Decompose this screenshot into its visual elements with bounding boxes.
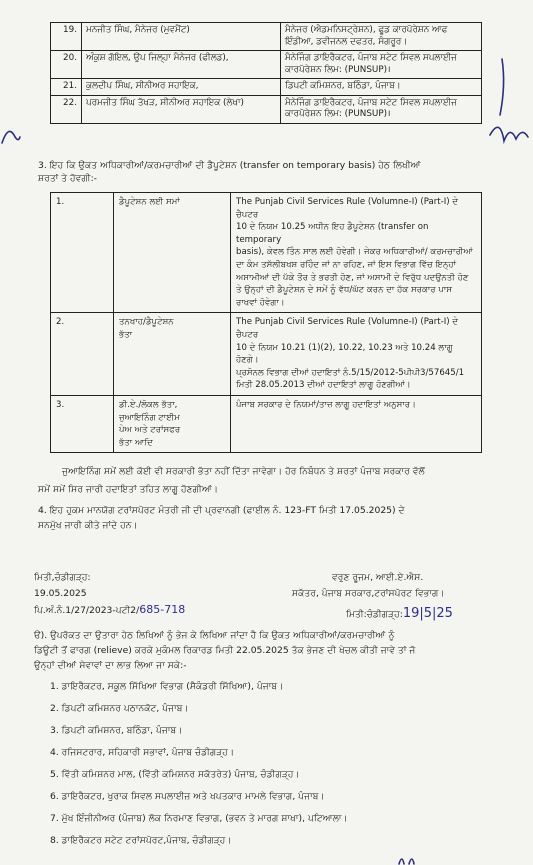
term-text: [231, 193, 482, 313]
para-3-line: 3. ਇਹ ਕਿ ਉਕਤ ਅਧਿਕਾਰੀਆਂ/ਕਰਮਚਾਰੀਆਂ ਦੀ ਡੈਪੂਟੇਸ਼ਨ (transfer on temporary basis) ਹੇਠ ਲਿਖੀਆਂ: [38, 160, 421, 171]
officer-name: ਪਰਮਜੀਤ ਸਿੰਘ ਤੱਖੜ, ਸੀਨੀਅਰ ਸਹਾਇਕ (ਲੇਖਾ): [82, 95, 281, 123]
handwritten-number: 685-718: [139, 603, 186, 616]
serial-number: 1.: [51, 193, 114, 313]
list-item: 2. ਡਿਪਟੀ ਕਮਿਸ਼ਨਰ ਪਠਾਨਕੋਟ, ਪੰਜਾਬ।: [50, 703, 189, 714]
right-margin-signature: [486, 55, 531, 155]
term-heading-line: ਡੀ.ਏ./ਲੋਕਲ ਭੱਤਾ,: [119, 399, 178, 410]
posting-cell: [281, 95, 482, 123]
term-text-line: ਮਿਤੀ 28.05.2013 ਦੀਆਂ ਹਦਾਇਤਾਂ ਲਾਗੂ ਹੋਣਗੀਆਂ।: [236, 380, 411, 391]
term-heading: [114, 313, 231, 396]
term-text-line: The Punjab Civil Services Rule (Volumne-I) (Part-I) ਦੇ ਚੈਪਟਰ: [236, 197, 459, 220]
serial-number: 20.: [51, 51, 82, 79]
list-item: 6. ਡਾਇਰੈਕਟਰ, ਖੁਰਾਕ ਸਿਵਲ ਸਪਲਾਈਜ਼ ਅਤੇ ਖਪਤਕਾਰ ਮਾਮਲੇ ਵਿਭਾਗ, ਪੰਜਾਬ।: [50, 791, 325, 802]
posting-line: ਕਾਰਪੋਰੇਸ਼ਨ ਲਿਮ: (PUNSUP)।: [285, 64, 391, 75]
posting-line: ਮੈਨੇਜਰ (ਐਡਮਨਿਸਟ੍ਰੇਸ਼ਨ), ਫੂਡ ਕਾਰਪੋਰੇਸ਼ਨ ਆਫ: [285, 25, 448, 35]
joining-note-line: ਸਮੇਂ ਸਮੇਂ ਸਿਰ ਜਾਰੀ ਹਦਾਇਤਾਂ ਤਹਿਤ ਲਾਗੂ ਹੋਣਗੀਆਂ।: [38, 484, 219, 495]
table-row: [51, 51, 482, 79]
table-row: [51, 23, 482, 51]
term-heading-line: ਡੈਪੂਟੇਸ਼ਨ ਲਈ ਸਮਾਂ: [119, 197, 180, 207]
posting-line: ਮੈਨੇਜਿੰਗ ਡਾਇਰੈਕਟਰ, ਪੰਜਾਬ ਸਟੇਟ ਸਿਵਲ ਸਪਲਾਈਜ: [285, 97, 457, 108]
table-row: [51, 395, 482, 452]
para-4-line: ਸਨਮੁੱਖ ਜਾਰੀ ਕੀਤੇ ਜਾਂਦੇ ਹਨ।: [38, 520, 138, 531]
term-text-line: 10 ਦੇ ਨਿਯਮ 10.21 (1)(2), 10.22, 10.23 ਅਤੇ 10.24 ਲਾਗੂ ਹੋਣਗੇ।: [236, 342, 453, 366]
table-row: [51, 193, 482, 313]
bottom-pen-mark: [396, 852, 420, 865]
officer-name: ਅੰਕੁਸ਼ ਗੋਇਲ, ਉਪ ਜਿਲ੍ਹਾ ਮੈਨੇਜਰ (ਫੀਲਡ),: [82, 51, 281, 79]
term-text: [231, 395, 482, 452]
signatory-name: ਵਰੁਣ ਰੂਜਮ, ਆਈ.ਏ.ਐਸ.: [332, 572, 424, 583]
list-item: 5. ਵਿੱਤੀ ਕਮਿਸ਼ਨਰ ਮਾਲ, (ਵਿੱਤੀ ਕਮਿਸ਼ਨਰ ਸਕੱਤਰੇਤ) ਪੰਜਾਬ, ਚੰਡੀਗੜ੍ਹ।: [50, 769, 300, 780]
copy-para-line: ਡਿਊਟੀ ਤੋਂ ਫਾਰਗ (relieve) ਕਰਕੇ ਮੁਕੰਮਲ ਰਿਕਾਰਡ ਮਿਤੀ 22.05.2025 ਤੱਕ ਭੇਜਣ ਦੀ ਖੇਚਲ ਕੀਤੀ ਜਾਵੇ ਤਾਂ ਜੋ: [34, 645, 416, 656]
term-heading: [114, 193, 231, 313]
term-text-line: ਰਾਖਵਾਂ ਹੋਵੇਗਾ।: [236, 297, 285, 308]
list-item: 7. ਮੁੱਖ ਇੰਜੀਨੀਅਰ (ਪੰਜਾਬ) ਲੋਕ ਨਿਰਮਾਣ ਵਿਭਾਗ, (ਭਵਨ ਤੇ ਮਾਰਗ ਸ਼ਾਖਾ), ਪਟਿਆਲਾ।: [50, 813, 348, 824]
serial-number: 2.: [51, 313, 114, 396]
recipient-list: [50, 680, 348, 856]
place-label: ਮਿਤੀ,ਚੰਡੀਗੜ੍ਹ:: [34, 572, 91, 583]
endorsement-prefix: ਪਿ.ਅੰ.ਨੰ.1/27/2023-ਪਟੀ2/: [34, 605, 140, 616]
list-item: 1. ਡਾਇਰੈਕਟਰ, ਸਕੂਲ ਸਿੱਖਿਆ ਵਿਭਾਗ (ਸੈਕੰਡਰੀ ਸਿੱਖਿਆ), ਪੰਜਾਬ।: [50, 681, 284, 692]
term-text-line: ਤੇ ਉਨ੍ਹਾਂ ਦੀ ਡੈਪੂਟੇਸ਼ਨ ਦੇ ਸਮੇਂ ਨੂੰ ਵੱਧ/ਘੱਟ ਕਰਨ ਦਾ ਹੱਕ ਸਰਕਾਰ ਪਾਸ: [236, 285, 453, 296]
posting-line: ਡਿਪਟੀ ਕਮਿਸ਼ਨਰ, ਬਠਿੰਡਾ, ਪੰਜਾਬ।: [285, 81, 401, 91]
officer-name: ਮਨਜੀਤ ਸਿੰਘ, ਮੈਨੇਜਰ (ਮੁਵਮੈਂਟ): [82, 23, 281, 51]
term-text-line: ਪ੍ਰਸੋਨਲ ਵਿਭਾਗ ਦੀਆਂ ਹਦਾਇਤਾਂ ਨੰ.5/15/2012-5ਪੀਪੀ3/57645/1: [236, 367, 465, 378]
term-text-line: ਦਾ ਕੰਮ ਤਸੱਲੀਬਖਸ਼ ਰਹਿੰਦ ਜਾਂ ਨਾ ਰਹਿਣ, ਜਾਂ ਇਸ ਵਿਭਾਗ ਵਿੱਚ ਇਨ੍ਹਾਂ: [236, 259, 457, 270]
term-text-line: ਅਸਾਮੀਆਂ ਦੀ ਪੱਕੇ ਤੌਰ ਤੇ ਭਰਤੀ ਹੋਣ, ਜਾਂ ਅਸਾਮੀ ਦੇ ਵਿਰੁੱਧ ਪਦਉਨਤੀ ਹੋਣ: [236, 272, 469, 283]
posting-line: ਇੰਡੀਆ, ਡਵੀਜਨਲ ਦਫਤਰ, ਸੰਗਰੂਰ।: [285, 36, 408, 47]
copy-para-line: ਉਨ੍ਹਾਂ ਦੀਆਂ ਸੇਵਾਵਾਂ ਦਾ ਲਾਭ ਲਿਆ ਜਾ ਸਕੇ:-: [34, 660, 187, 671]
serial-number: 22.: [51, 95, 82, 123]
posting-cell: [281, 79, 482, 96]
list-item: 4. ਰਜਿਸਟਰਾਰ, ਸਹਿਕਾਰੀ ਸਭਾਵਾਂ, ਪੰਜਾਬ ਚੰਡੀਗੜ੍ਹ।: [50, 747, 235, 758]
term-heading: [114, 395, 231, 452]
endorsement-date: [346, 608, 453, 621]
serial-number: 19.: [51, 23, 82, 51]
posting-cell: [281, 51, 482, 79]
table-row: [51, 79, 482, 96]
left-margin-pen-mark: [0, 115, 22, 155]
posting-line: ਮੈਨੇਜਿੰਗ ਡਾਇਰੈਕਟਰ, ਪੰਜਾਬ ਸਟੇਟ ਸਿਵਲ ਸਪਲਾਈਜ: [285, 53, 457, 63]
signatory-designation: ਸਕੱਤਰ, ਪੰਜਾਬ ਸਰਕਾਰ,ਟਰਾਂਸਪੋਰਟ ਵਿਭਾਗ।: [292, 588, 445, 599]
table-row: [51, 95, 482, 123]
term-text-line: ਪੰਜਾਬ ਸਰਕਾਰ ਦੇ ਨਿਯਮਾਂ/ਤਾਜ਼ ਲਾਗੂ ਹਦਾਇਤਾਂ ਅਨੁਸਾਰ।: [236, 399, 416, 410]
term-text: [231, 313, 482, 396]
term-text-line: basis), ਕੇਵਲ ਤਿੰਨ ਸਾਲ ਲਈ ਹੋਵੇਗੀ। ਜੇਕਰ ਅਧਿਕਾਰੀਆਂ/ ਕਰਮਚਾਰੀਆਂ: [236, 247, 473, 258]
term-text-line: The Punjab Civil Services Rule (Volumne-I) (Part-I) ਦੇ ਚੈਪਟਰ: [236, 317, 459, 340]
endorsement-number: [34, 604, 185, 617]
handwritten-date: 19|5|25: [402, 606, 453, 621]
list-item: 8. ਡਾਇਰੈਕਟਰ ਸਟੇਟ ਟਰਾਂਸਪੋਰਟ,ਪੰਜਾਬ, ਚੰਡੀਗੜ੍ਹ।: [50, 835, 232, 846]
posting-line: ਕਾਰਪੋਰੇਸ਼ਨ ਲਿਮ: (PUNSUP)।: [285, 109, 391, 119]
term-heading-line: ਭੱਤਾ ਆਦਿ: [119, 437, 153, 448]
para-4-line: 4. ਇਹ ਹੁਕਮ ਮਾਨਯੋਗ ਟਰਾਂਸਪੋਰਟ ਮੰਤਰੀ ਜੀ ਦੀ ਪ੍ਰਵਾਨਗੀ (ਫਾਈਲ ਨੰ. 123-FT ਮਿਤੀ 17.05.2025) ਦੇ: [38, 505, 405, 516]
officers-table: [50, 22, 482, 124]
term-heading-line: ਪੇਅ ਅਤੇ ਟਰਾਂਸਫਰ: [119, 425, 181, 436]
term-heading-line: ਤਨਖਾਹ/ਡੈਪੂਟੇਸ਼ਨ: [119, 317, 174, 328]
para-3-line: ਸ਼ਰਤਾਂ ਤੇ ਹੋਵਗੀ:-: [38, 173, 97, 184]
term-heading-line: ਭੱਤਾ: [119, 329, 133, 340]
term-text-line: 10 ਦੇ ਨਿਯਮ 10.25 ਅਧੀਨ ਇਹ ਡੈਪੂਟੇਸ਼ਨ (transfer on temporary: [236, 222, 429, 245]
copy-para-line: ੳ). ਉਪਰੋਕਤ ਦਾ ਉਤਾਰਾ ਹੇਠ ਲਿਖਿਆਂ ਨੂੰ ਭੇਜ ਕੇ ਲਿਖਿਆ ਜਾਂਦਾ ਹੈ ਕਿ ਉਕਤ ਅਧਿਕਾਰੀਆਂ/ਕਰਮਚਾਰੀਆਂ ਨੂੰ: [34, 630, 395, 641]
serial-number: 3.: [51, 395, 114, 452]
officer-name: ਕੁਲਦੀਪ ਸਿੰਘ, ਸੀਨੀਅਰ ਸਹਾਇਕ,: [82, 79, 281, 96]
posting-cell: [281, 23, 482, 51]
issue-date: 19.05.2025: [34, 588, 87, 599]
table-row: [51, 313, 482, 396]
endorsement-date-label: ਮਿਤੀ:ਚੰਡੀਗੜ੍ਹ:: [346, 609, 403, 620]
list-item: 3. ਡਿਪਟੀ ਕਮਿਸ਼ਨਰ, ਬਠਿੰਡਾ, ਪੰਜਾਬ।: [50, 725, 183, 736]
term-heading-line: ਜੁਆਇਨਿੰਗ ਟਾਈਮ: [119, 412, 180, 423]
terms-table: [50, 192, 482, 453]
joining-note-line: ਜੁਆਇਨਿੰਗ ਸਮੇਂ ਲਈ ਕੋਈ ਵੀ ਸਰਕਾਰੀ ਭੱਤਾ ਨਹੀਂ ਦਿੱਤਾ ਜਾਵੇਗਾ। ਹੋਰ ਨਿਬੰਧਨ ਤੇ ਸ਼ਰਤਾਂ ਪੰਜਾਬ ਸਰਕਾਰ ਵੱਲੋਂ: [62, 466, 425, 477]
serial-number: 21.: [51, 79, 82, 96]
